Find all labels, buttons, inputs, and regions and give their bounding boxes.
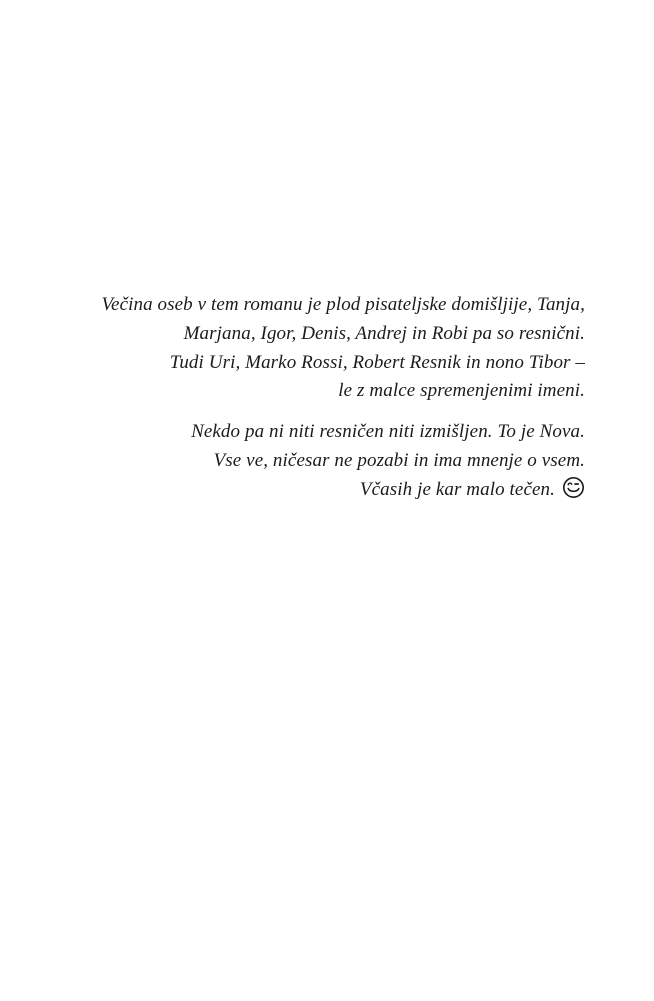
text-line: Večina oseb v tem romanu je plod pisateljske domišljije, Tanja, <box>101 294 585 315</box>
author-note <box>101 291 585 505</box>
winking-face-icon <box>562 476 585 499</box>
text-line: le z malce spremenjenimi imeni. <box>338 380 585 402</box>
paragraph-characters <box>101 291 585 406</box>
paragraph-nova <box>101 418 585 504</box>
text-line: Marjana, Igor, Denis, Andrej in Robi pa so resnični. <box>183 322 585 344</box>
text-line-with-emoji <box>101 476 585 505</box>
text-line: Vse ve, ničesar ne pozabi in ima mnenje o vsem. <box>213 449 585 471</box>
text-line: Nekdo pa ni niti resničen niti izmišljen. To je Nova. <box>191 421 585 443</box>
text-line: Tudi Uri, Marko Rossi, Robert Resnik in nono Tibor – <box>169 351 585 373</box>
text-line: Včasih je kar malo tečen. <box>359 478 555 500</box>
